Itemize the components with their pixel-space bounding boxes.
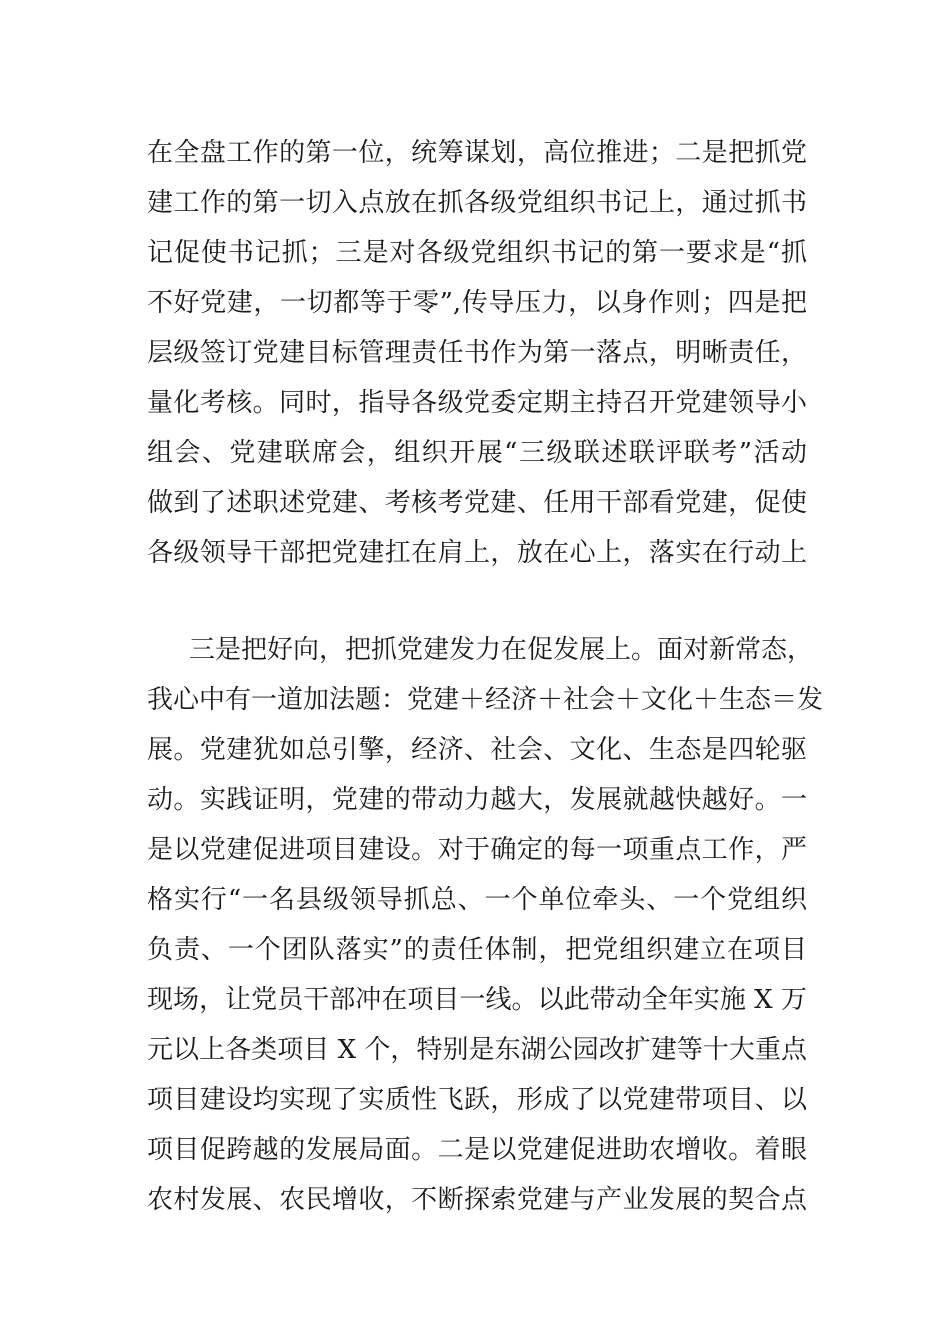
text-line: 现场，让党员干部冲在项目一线。以此带动全年实施 X 万 (147, 985, 807, 1015)
text-line: 格实行“一名县级领导抓总、一个单位牵头、一个党组织 (147, 885, 807, 915)
text-line: 在全盘工作的第一位，统筹谋划，高位推进；二是把抓党 (147, 138, 807, 168)
text-line: 负责、一个团队落实”的责任体制，把党组织建立在项目 (147, 935, 807, 965)
text-line: 不好党建，一切都等于零”,传导压力，以身作则；四是把 (147, 288, 807, 318)
text-line: 项目促跨越的发展局面。二是以党建促进助农增收。着眼 (147, 1135, 807, 1165)
text-line: 元以上各类项目 X 个，特别是东湖公园改扩建等十大重点 (147, 1035, 807, 1065)
text-line: 是以党建促进项目建设。对于确定的每一项重点工作，严 (147, 835, 807, 865)
text-line: 动。实践证明，党建的带动力越大，发展就越快越好。一 (147, 785, 807, 815)
text-line: 展。党建犹如总引擎，经济、社会、文化、生态是四轮驱 (147, 735, 807, 765)
text-line: 三是把好向，把抓党建发力在促发展上。面对新常态， (189, 635, 814, 665)
text-line: 做到了述职述党建、考核考党建、任用干部看党建，促使 (147, 488, 807, 518)
text-line: 记促使书记抓；三是对各级党组织书记的第一要求是“抓 (147, 238, 807, 268)
text-line: 层级签订党建目标管理责任书作为第一落点，明晰责任， (147, 338, 807, 368)
text-line: 农村发展、农民增收，不断探索党建与产业发展的契合点 (147, 1185, 807, 1215)
text-line: 量化考核。同时，指导各级党委定期主持召开党建领导小 (147, 388, 807, 418)
text-line: 各级领导干部把党建扛在肩上，放在心上，落实在行动上 (147, 538, 807, 568)
text-line: 项目建设均实现了实质性飞跃，形成了以党建带项目、以 (147, 1085, 807, 1115)
text-line: 建工作的第一切入点放在抓各级党组织书记上，通过抓书 (147, 188, 807, 218)
text-line: 组会、党建联席会，组织开展“三级联述联评联考”活动 (147, 438, 807, 468)
text-line: 我心中有一道加法题：党建＋经济＋社会＋文化＋生态＝发 (147, 685, 824, 715)
